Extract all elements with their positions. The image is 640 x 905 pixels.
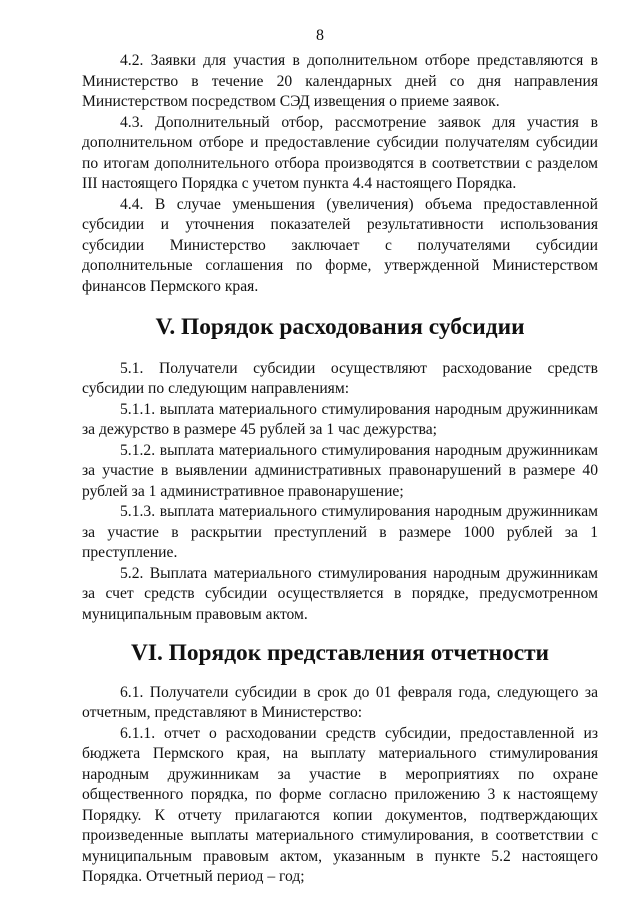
paragraph-4-4: 4.4. В случае уменьшения (увеличения) объема предоставленной субсидии и уточнения показателей результативности использования субсидии Министерство заключает с получателями субсидии дополнительные соглашения по форме, утвержденной Министерством финансов Пермского края. [82, 195, 598, 295]
page-content [82, 51, 598, 888]
paragraph-5-1-2: 5.1.2. выплата материального стимулирования народным дружинникам за участие в выявлении административных правонарушений в размере 40 рублей за 1 административное правонарушение; [82, 441, 598, 500]
paragraph-4-2: 4.2. Заявки для участия в дополнительном отборе представляются в Министерство в течение 20 календарных дней со дня направления Министерством посредством СЭД извещения о приеме заявок. [82, 52, 598, 110]
section-vi-heading: VI. Порядок представления отчетности [130, 640, 550, 666]
paragraph-5-1-3: 5.1.3. выплата материального стимулирования народным дружинникам за участие в раскрытии преступлений в размере 1000 рублей за 1 преступление. [82, 503, 598, 561]
page-number: 8 [316, 27, 324, 44]
paragraph-5-1-1: 5.1.1. выплата материального стимулирования народным дружинникам за дежурство в размере 45 рублей за 1 час дежурства; [82, 400, 598, 438]
paragraph-5-1: 5.1. Получатели субсидии осуществляют расходование средств субсидии по следующим направлениям: [82, 359, 598, 397]
section-v-heading: V. Порядок расходования субсидии [155, 314, 525, 340]
paragraph-6-1-1: 6.1.1. отчет о расходовании средств субсидии, предоставленной из бюджета Пермского края, на выплату материального стимулирования народным дружинникам за участие в мероприятиях по охране общественного порядка, по форме согласно приложению 3 к настоящему Порядку. К отчету прилагаются копии документов, подтверждающих произведенные выплаты материального стимулирования, в соответствии с муниципальным правовым актом, указанным в пункте 5.2 настоящего Порядка. Отчетный период – год; [82, 724, 598, 885]
paragraph-5-2: 5.2. Выплата материального стимулирования народным дружинникам за счет средств субсидии осуществляется в порядке, предусмотренном муниципальным правовым актом. [82, 564, 598, 623]
paragraph-4-3: 4.3. Дополнительный отбор, рассмотрение заявок для участия в дополнительном отборе и предоставление субсидии получателям субсидии по итогам дополнительного отбора производятся в соответствии с разделом III настоящего Порядка с учетом пункта 4.4 настоящего Порядка. [82, 113, 598, 192]
paragraph-6-1: 6.1. Получатели субсидии в срок до 01 февраля года, следующего за отчетным, представляют в Министерство: [82, 683, 598, 721]
